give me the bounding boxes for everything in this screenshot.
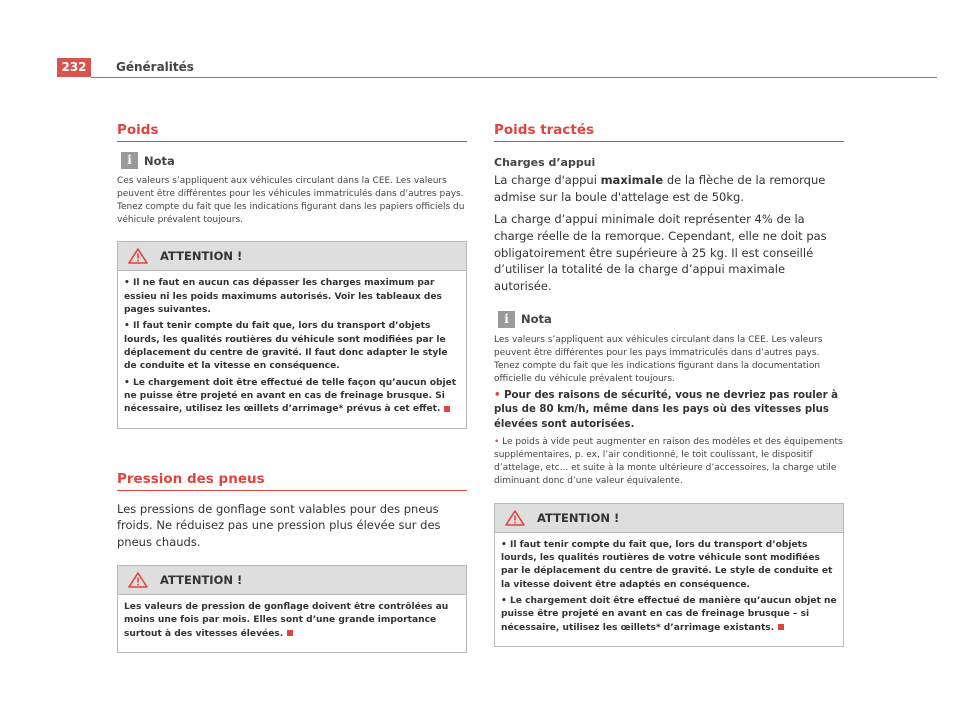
warning-header — [495, 504, 843, 533]
paragraph-text: de la flèche de la remorque admise sur la boule d'attelage est de 50kg. — [494, 173, 826, 204]
warning-header — [118, 242, 466, 271]
end-marker-icon — [778, 624, 784, 630]
note-text: Ces valeurs s’appliquent aux véhicules circulant dans la CEE. Les valeurs peuvent être différentes pour les véhicules immatriculés dans d’autres pays. Tenez compte du fait que les indications figurant dans les papiers officiels du véhicule prévalent toujours. — [117, 176, 465, 226]
warning-box — [494, 503, 844, 648]
bullet-icon: • — [494, 437, 503, 448]
bullet-item — [494, 436, 844, 488]
warning-box — [117, 565, 467, 653]
info-icon: i — [121, 152, 138, 169]
warning-body — [118, 271, 466, 428]
bullet-text: Pour des raisons de sécurité, vous ne devriez pas rouler à plus de 80 km/h, même dans les pays où des vitesses plus élevées sont autorisées. — [494, 389, 839, 430]
warning-item: • Il faut tenir compte du fait que, lors du transport d’objets lourds, les qualités routières de votre véhicule sont modifiées par le déplacement du centre de gravité. Le style de conduite et la vitesse doivent être adaptés en conséquence. — [501, 539, 833, 590]
bullet-icon: • — [494, 389, 505, 401]
warning-item-text: • Le chargement doit être effectué de telle façon qu’aucun objet ne puisse être projeté en avant en cas de freinage brusque. Si nécessaire, utilisez les œillets d’arrimage* prévus à cet effet. — [124, 377, 457, 415]
warning-item — [124, 377, 460, 417]
warning-triangle-icon — [128, 248, 148, 264]
page-header-title: Généralités — [116, 60, 194, 74]
warning-item — [124, 601, 460, 641]
bullet-text: Le poids à vide peut augmenter en raison des modèles et des équipements supplémentaires, p. ex, l’air conditionné, le toit coulissant, le dispositif d’attelage, etc... et suite à la monte ultérieure d’accessoires, la charge utile diminuant donc d’une valeur équivalente. — [494, 437, 843, 487]
warning-header — [118, 566, 466, 595]
warning-title: ATTENTION ! — [160, 572, 243, 587]
note-header — [498, 311, 844, 328]
note-header — [121, 152, 467, 169]
warning-box — [117, 241, 467, 429]
pression-text: Les pressions de gonflage sont valables pour des pneus froids. Ne réduisez pas une pression plus élevée sur des pneus chauds. — [117, 501, 441, 550]
end-marker-icon — [444, 406, 450, 412]
warning-body — [495, 533, 843, 647]
end-marker-icon — [287, 630, 293, 636]
note-label: Nota — [144, 153, 175, 168]
bullet-item — [494, 389, 844, 432]
warning-triangle-icon — [128, 572, 148, 588]
warning-body — [118, 595, 466, 652]
left-column — [117, 122, 467, 653]
page-number: 232 — [57, 58, 91, 77]
note-label: Nota — [521, 312, 552, 327]
warning-item: • Il faut tenir compte du fait que, lors du transport d’objets lourds, les qualités routières du véhicule sont modifiées par le déplacement du centre de gravité. Il faut donc adapter le style de conduite et la vitesse en conséquence. — [124, 321, 448, 372]
warning-item-text: • Le chargement doit être effectué de manière qu’aucun objet ne puisse être projeté en avant en cas de freinage brusque – si nécessaire, utilisez les œillets* d’arrimage existants. — [501, 595, 837, 633]
right-column — [494, 122, 844, 647]
section-title-pression: Pression des pneus — [117, 471, 467, 491]
note-text: Les valeurs s’appliquent aux véhicules circulant dans la CEE. Les valeurs peuvent être différentes pour les pays immatriculés dans d’autres pays. Tenez compte du fait que les indications figurant dans la documentation officielle du véhicule prévalent toujours. — [494, 334, 823, 384]
paragraph-text: La charge d'appui — [494, 173, 601, 187]
warning-item-text: Les valeurs de pression de gonflage doivent être contrôlées au moins une fois par mois. Elles sont d’une grande importance surtout à des vitesses élevées. — [124, 601, 449, 639]
paragraph-min-load: La charge d’appui minimale doit représenter 4% de la charge réelle de la remorque. Cependant, elle ne doit pas obligatoirement être supérieure à 25 kg. Il est conseillé d’utiliser la totalité de la charge d’appui maximale autorisée. — [494, 212, 827, 294]
section-title-poids-tractes: Poids tractés — [494, 122, 844, 142]
warning-item: • Il ne faut en aucun cas dépasser les charges maximum par essieu ni les poids maximums autorisés. Voir les tableaux des pages suivantes. — [124, 278, 442, 315]
paragraph-max-load — [494, 172, 844, 205]
section-title-poids: Poids — [117, 122, 467, 142]
paragraph-bold: maximale — [600, 173, 664, 187]
warning-title: ATTENTION ! — [160, 249, 243, 264]
info-icon: i — [498, 311, 515, 328]
warning-item — [501, 595, 837, 635]
header-rule — [91, 77, 937, 78]
warning-title: ATTENTION ! — [537, 510, 620, 525]
subheading-charges-appui: Charges d’appui — [494, 156, 596, 169]
warning-triangle-icon — [505, 510, 525, 526]
